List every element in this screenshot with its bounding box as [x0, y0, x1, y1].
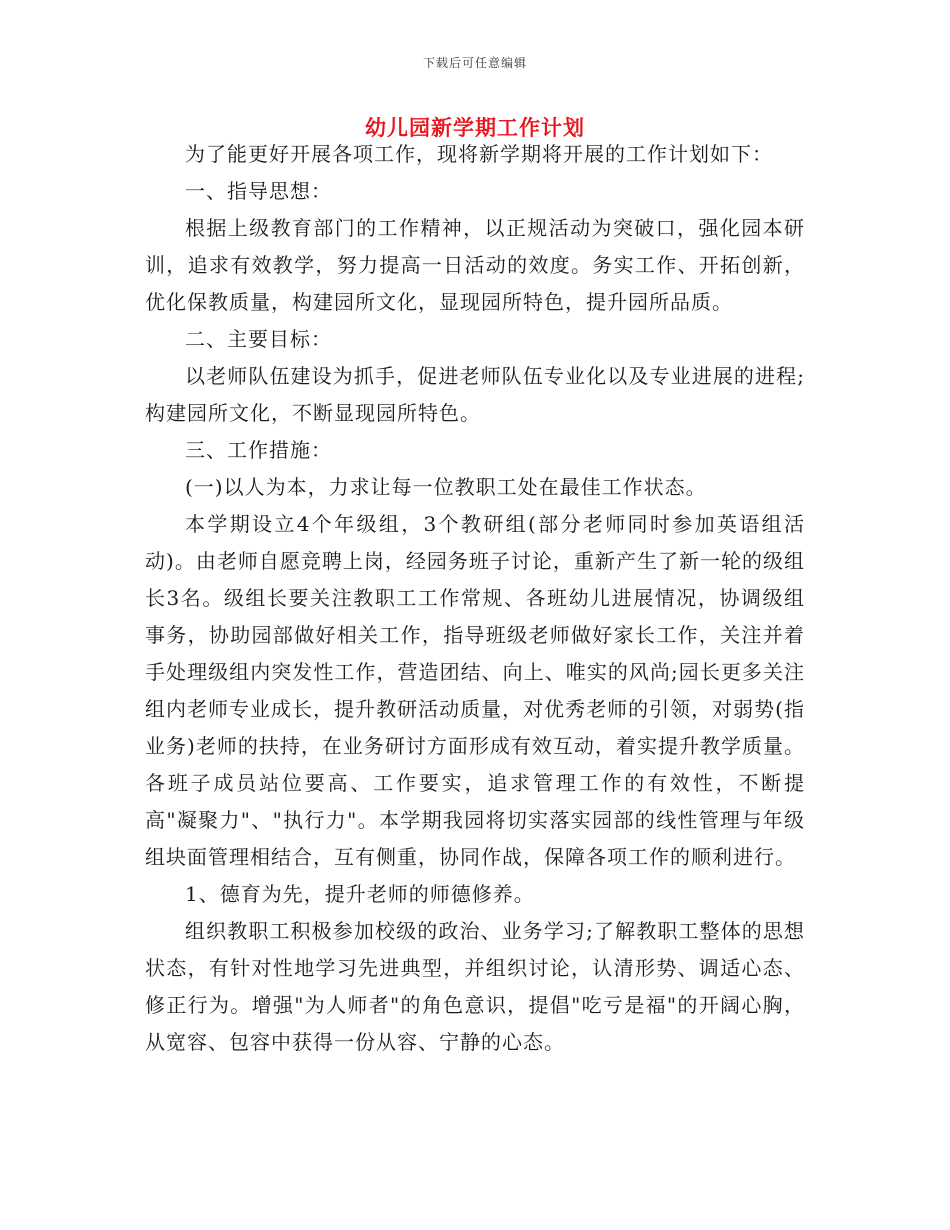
- section-heading-measures: 三、工作措施：: [185, 438, 332, 462]
- paragraph-moral-education: 组织教职工积极参加校级的政治、业务学习;了解教职工整体的思想状态，有针对性地学习先进典型，并组织讨论，认清形势、调适心态、修正行为。增强"为人师者"的角色意识，提倡"吃亏是福"的开阔心胸，从宽容、包容中获得一份从容、宁静的心态。: [145, 919, 805, 1054]
- document-title: 幼儿园新学期工作计划: [365, 115, 585, 140]
- document-body: [145, 136, 805, 1061]
- section-heading-guiding-ideology: 一、指导思想：: [185, 179, 332, 203]
- page-header: 下载后可任意编辑: [422, 56, 527, 70]
- paragraph-people-first: 本学期设立4个年级组，3个教研组(部分老师同时参加英语组活动)。由老师自愿竞聘上岗，经园务班子讨论，重新产生了新一轮的级组长3名。级组长要关注教职工工作常规、各班幼儿进展情况，协调级组事务，协助园部做好相关工作，指导班级老师做好家长工作，关注并着手处理级组内突发性工作，营造团结、向上、唯实的风尚;园长更多关注组内老师专业成长，提升教研活动质量，对优秀老师的引领，对弱势(指业务)老师的扶持，在业务研讨方面形成有效互动，着实提升教学质量。各班子成员站位要高、工作要实，追求管理工作的有效性，不断提高"凝聚力"、"执行力"。本学期我园将切实落实园部的线性管理与年级组块面管理相结合，互有侧重，协同作战，保障各项工作的顺利进行。: [145, 512, 805, 869]
- subsection-heading-people-first: (一)以人为本，力求让每一位教职工处在最佳工作状态。: [185, 475, 707, 499]
- section-heading-main-goals: 二、主要目标：: [185, 327, 332, 351]
- paragraph-main-goals: 以老师队伍建设为抓手，促进老师队伍专业化以及专业进展的进程;构建园所文化，不断显现园所特色。: [145, 364, 805, 425]
- paragraph-intro: 为了能更好开展各项工作，现将新学期将开展的工作计划如下：: [185, 142, 773, 166]
- paragraph-guiding-ideology: 根据上级教育部门的工作精神，以正规活动为突破口，强化园本研训，追求有效教学，努力提高一日活动的效度。务实工作、开拓创新，优化保教质量，构建园所文化，显现园所特色，提升园所品质。: [145, 216, 805, 314]
- subsection-heading-moral-education: 1、德育为先，提升老师的师德修养。: [185, 882, 535, 906]
